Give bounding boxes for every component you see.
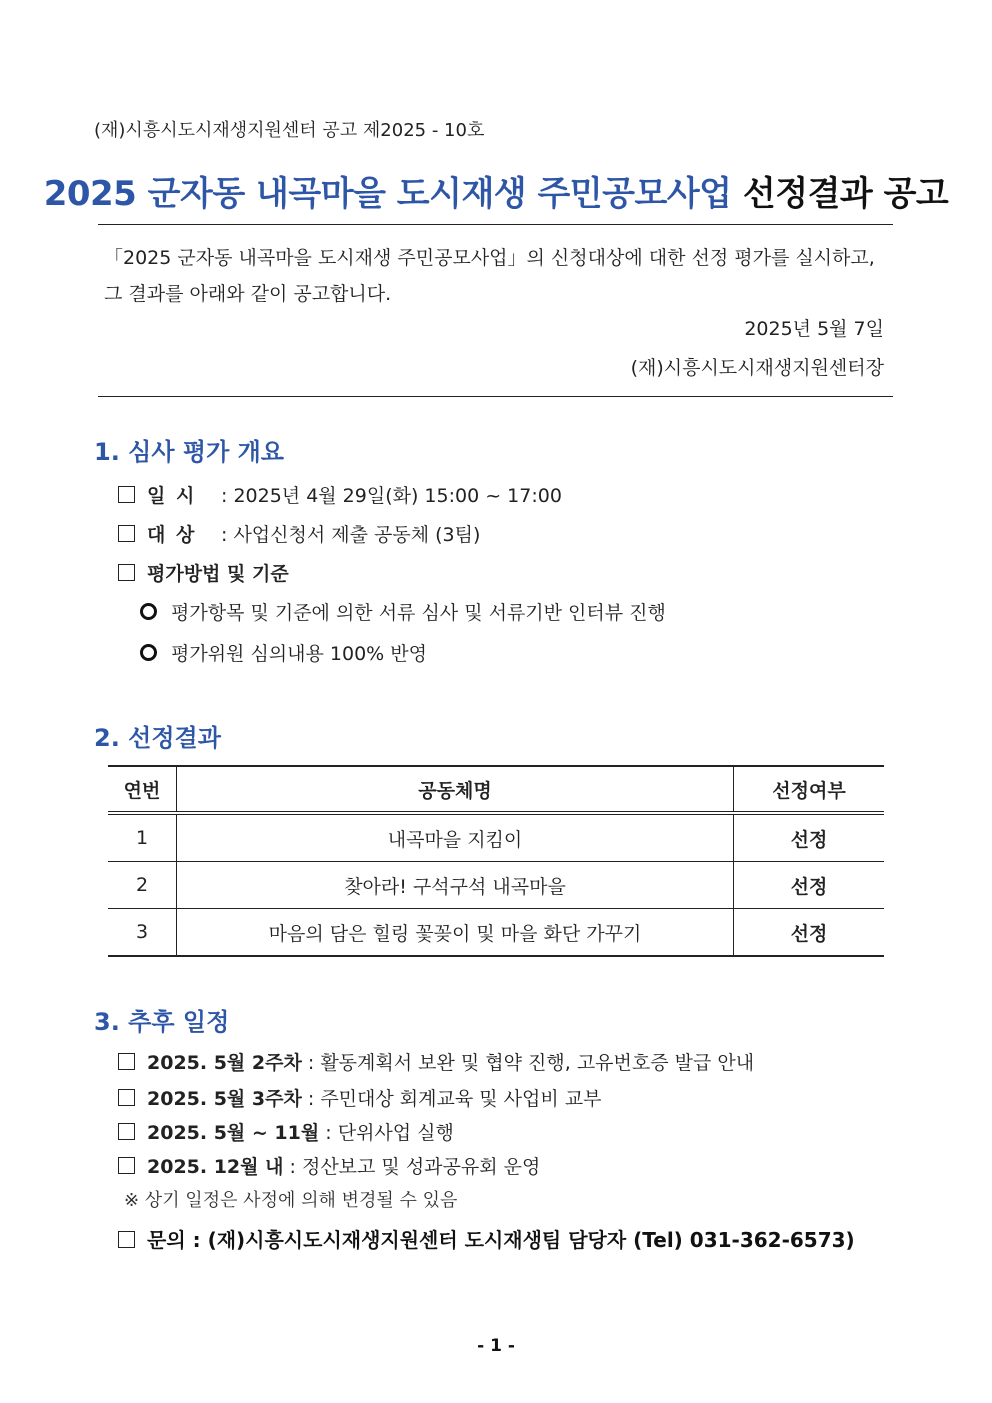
schedule-value: : 활동계획서 보완 및 협약 진행, 고유번호증 발급 안내 [307, 1052, 755, 1074]
table-row [108, 909, 884, 957]
list-item [140, 639, 427, 666]
circle-bullet-icon [140, 644, 157, 661]
title-main: 2025 군자동 내곡마을 도시재생 주민공모사업 [43, 174, 732, 214]
eval-target-label: 대 상 [147, 524, 197, 546]
schedule-item [118, 1118, 454, 1145]
section1-heading: 1. 심사 평가 개요 [94, 438, 284, 466]
column-header: 공동체명 [177, 766, 734, 813]
checkbox-square-icon [118, 1053, 135, 1070]
eval-date [118, 481, 562, 508]
bullet-text: 평가항목 및 기준에 의한 서류 심사 및 서류기반 인터뷰 진행 [171, 602, 666, 624]
schedule-item [118, 1152, 540, 1179]
schedule-label: 2025. 12월 내 [147, 1156, 284, 1178]
row-number: 2 [108, 862, 177, 909]
contact-info [118, 1224, 855, 1253]
list-item [140, 598, 666, 625]
checkbox-square-icon [118, 525, 135, 542]
schedule-value: : 정산보고 및 성과공유회 운영 [289, 1156, 541, 1178]
checkbox-square-icon [118, 564, 135, 581]
schedule-label: 2025. 5월 3주차 [147, 1088, 302, 1110]
eval-date-label: 일 시 [147, 485, 197, 507]
section2-heading: 2. 선정결과 [94, 724, 221, 752]
schedule-note: ※ 상기 일정은 사정에 의해 변경될 수 있음 [124, 1190, 458, 1211]
eval-target [118, 520, 480, 547]
selection-result: 선정 [734, 813, 885, 862]
schedule-value: : 주민대상 회계교육 및 사업비 교부 [307, 1088, 602, 1110]
community-name: 찾아라! 구석구석 내곡마을 [177, 862, 734, 909]
table-header-row [108, 766, 884, 813]
community-name: 내곡마을 지킴이 [177, 813, 734, 862]
section3-heading: 3. 추후 일정 [94, 1008, 230, 1036]
title-divider [98, 224, 893, 225]
eval-method-label: 평가방법 및 기준 [147, 563, 289, 585]
row-number: 3 [108, 909, 177, 957]
checkbox-square-icon [118, 1231, 135, 1248]
selection-result: 선정 [734, 862, 885, 909]
contact-text: 문의 : (재)시흥시도시재생지원센터 도시재생팀 담당자 (Tel) 031-362-6573) [147, 1228, 855, 1252]
notice-date: 2025년 5월 7일 [744, 318, 884, 340]
schedule-item [118, 1048, 754, 1075]
eval-method [118, 559, 289, 586]
table-row [108, 813, 884, 862]
bullet-text: 평가위원 심의내용 100% 반영 [171, 643, 427, 665]
column-header: 연번 [108, 766, 177, 813]
schedule-label: 2025. 5월 ~ 11월 [147, 1122, 320, 1144]
circle-bullet-icon [140, 603, 157, 620]
checkbox-square-icon [118, 1123, 135, 1140]
schedule-item [118, 1084, 601, 1111]
notice-number: (재)시흥시도시재생지원센터 공고 제2025 - 10호 [94, 120, 485, 141]
checkbox-square-icon [118, 486, 135, 503]
row-number: 1 [108, 813, 177, 862]
page-title [0, 166, 992, 215]
intro-text: 「2025 군자동 내곡마을 도시재생 주민공모사업」의 신청대상에 대한 선정 평가를 실시하고, 그 결과를 아래와 같이 공고합니다. [104, 247, 875, 305]
checkbox-square-icon [118, 1089, 135, 1106]
community-name: 마음의 담은 힐링 꽃꽂이 및 마을 화단 가꾸기 [177, 909, 734, 957]
page-number: - 1 - [477, 1336, 515, 1356]
intro-divider [98, 396, 893, 397]
schedule-label: 2025. 5월 2주차 [147, 1052, 302, 1074]
schedule-value: : 단위사업 실행 [325, 1122, 454, 1144]
eval-target-value: : 사업신청서 제출 공동체 (3팀) [221, 524, 481, 546]
result-table [108, 765, 884, 957]
checkbox-square-icon [118, 1157, 135, 1174]
table-row [108, 862, 884, 909]
selection-result: 선정 [734, 909, 885, 957]
eval-date-value: : 2025년 4월 29일(화) 15:00 ~ 17:00 [221, 485, 562, 507]
issuer: (재)시흥시도시재생지원센터장 [630, 357, 884, 379]
title-suffix: 선정결과 공고 [742, 174, 949, 214]
column-header: 선정여부 [734, 766, 885, 813]
